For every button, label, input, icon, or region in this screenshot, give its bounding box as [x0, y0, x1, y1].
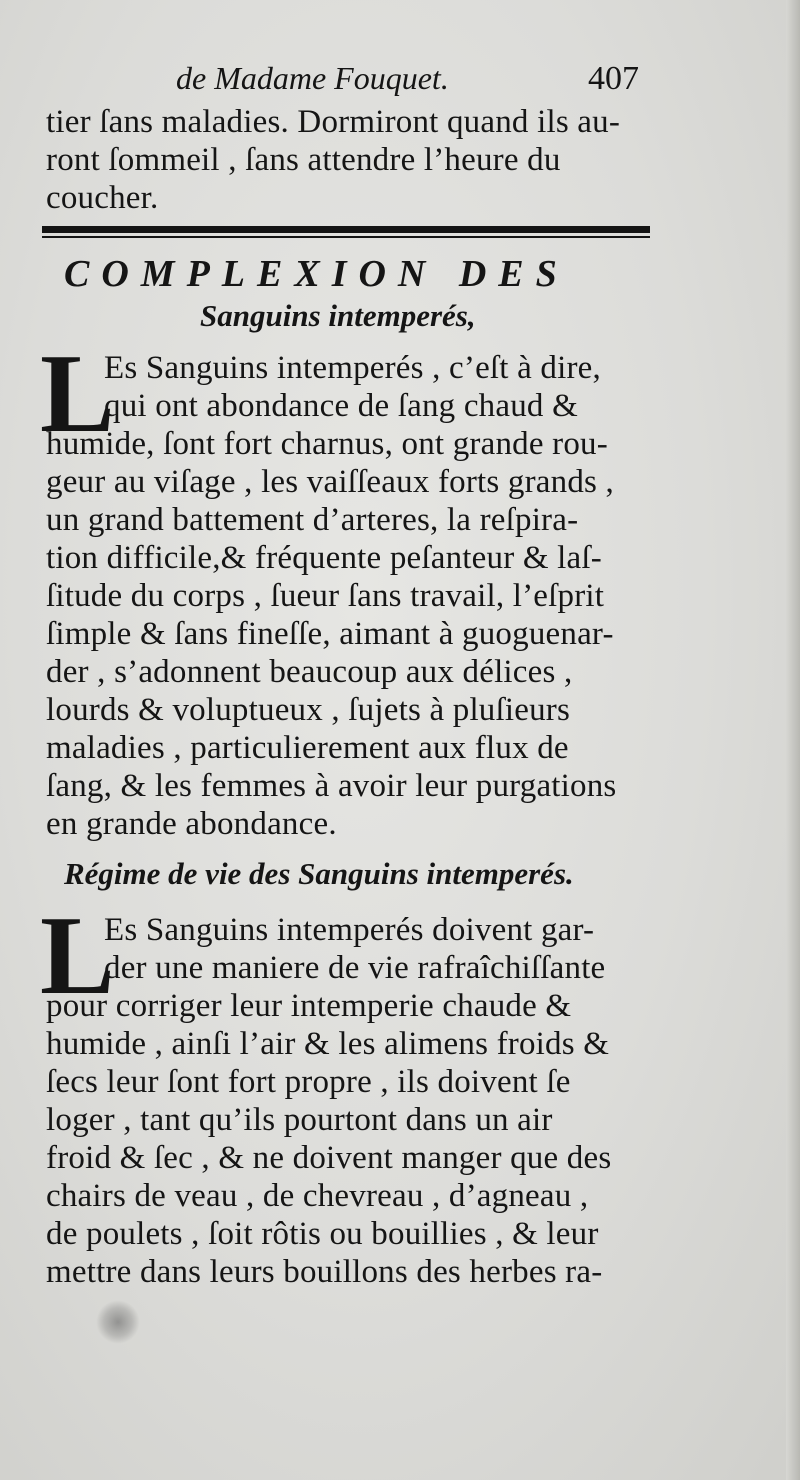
text-line: ront ſommeil , ſans attendre l’heure du — [46, 142, 561, 178]
text-line: un grand battement d’arteres, la reſpira- — [46, 502, 579, 538]
text-line: pour corriger leur intemperie chaude & — [46, 988, 572, 1024]
text-line: humide, ſont fort charnus, ont grande rou- — [46, 426, 608, 462]
ink-smudge — [96, 1300, 140, 1344]
drop-cap: L — [40, 332, 115, 456]
page-number: 407 — [588, 60, 639, 97]
text-line: maladies , particulierement aux flux de — [46, 730, 569, 766]
section-title: COMPLEXION DES — [64, 253, 569, 295]
text-line: Es Sanguins intemperés doivent gar- — [104, 912, 595, 948]
section-rule-thin — [42, 236, 650, 238]
text-line: chairs de veau , de chevreau , d’agneau , — [46, 1178, 589, 1214]
page-edge — [786, 0, 800, 1480]
text-line: loger , tant qu’ils pourtont dans un air — [46, 1102, 553, 1138]
text-line: ſang, & les femmes à avoir leur purgations — [46, 768, 617, 804]
text-line: der , s’adonnent beaucoup aux délices , — [46, 654, 573, 690]
text-line: coucher. — [46, 180, 159, 216]
section-rule — [42, 226, 650, 233]
text-line: ſecs leur ſont fort propre , ils doivent ſe — [46, 1064, 571, 1100]
text-line: qui ont abondance de ſang chaud & — [104, 388, 578, 424]
text-line: der une maniere de vie rafraîchiſſante — [104, 950, 606, 986]
text-line: en grande abondance. — [46, 806, 337, 842]
text-line: geur au viſage , les vaiſſeaux forts grands , — [46, 464, 614, 500]
text-line: mettre dans leurs bouillons des herbes ra- — [46, 1254, 603, 1290]
text-line: tion difficile,& fréquente peſanteur & laſ- — [46, 540, 602, 576]
drop-cap: L — [40, 894, 115, 1018]
text-line: tier ſans maladies. Dormiront quand ils au- — [46, 104, 621, 140]
text-line: ſimple & ſans fineſſe, aimant à guoguenar- — [46, 616, 614, 652]
text-line: humide , ainſi l’air & les alimens froids & — [46, 1026, 610, 1062]
section-heading: Régime de vie des Sanguins intemperés. — [64, 856, 574, 891]
text-line: froid & ſec , & ne doivent manger que des — [46, 1140, 612, 1176]
text-line: de poulets , ſoit rôtis ou bouillies , & leur — [46, 1216, 599, 1252]
text-line: lourds & voluptueux , ſujets à pluſieurs — [46, 692, 571, 728]
text-line: Es Sanguins intemperés , c’eſt à dire, — [104, 350, 601, 386]
text-line: ſitude du corps , ſueur ſans travail, l’eſprit — [46, 578, 605, 614]
running-title: de Madame Fouquet. — [176, 60, 449, 96]
section-subtitle: Sanguins intemperés, — [200, 298, 476, 333]
